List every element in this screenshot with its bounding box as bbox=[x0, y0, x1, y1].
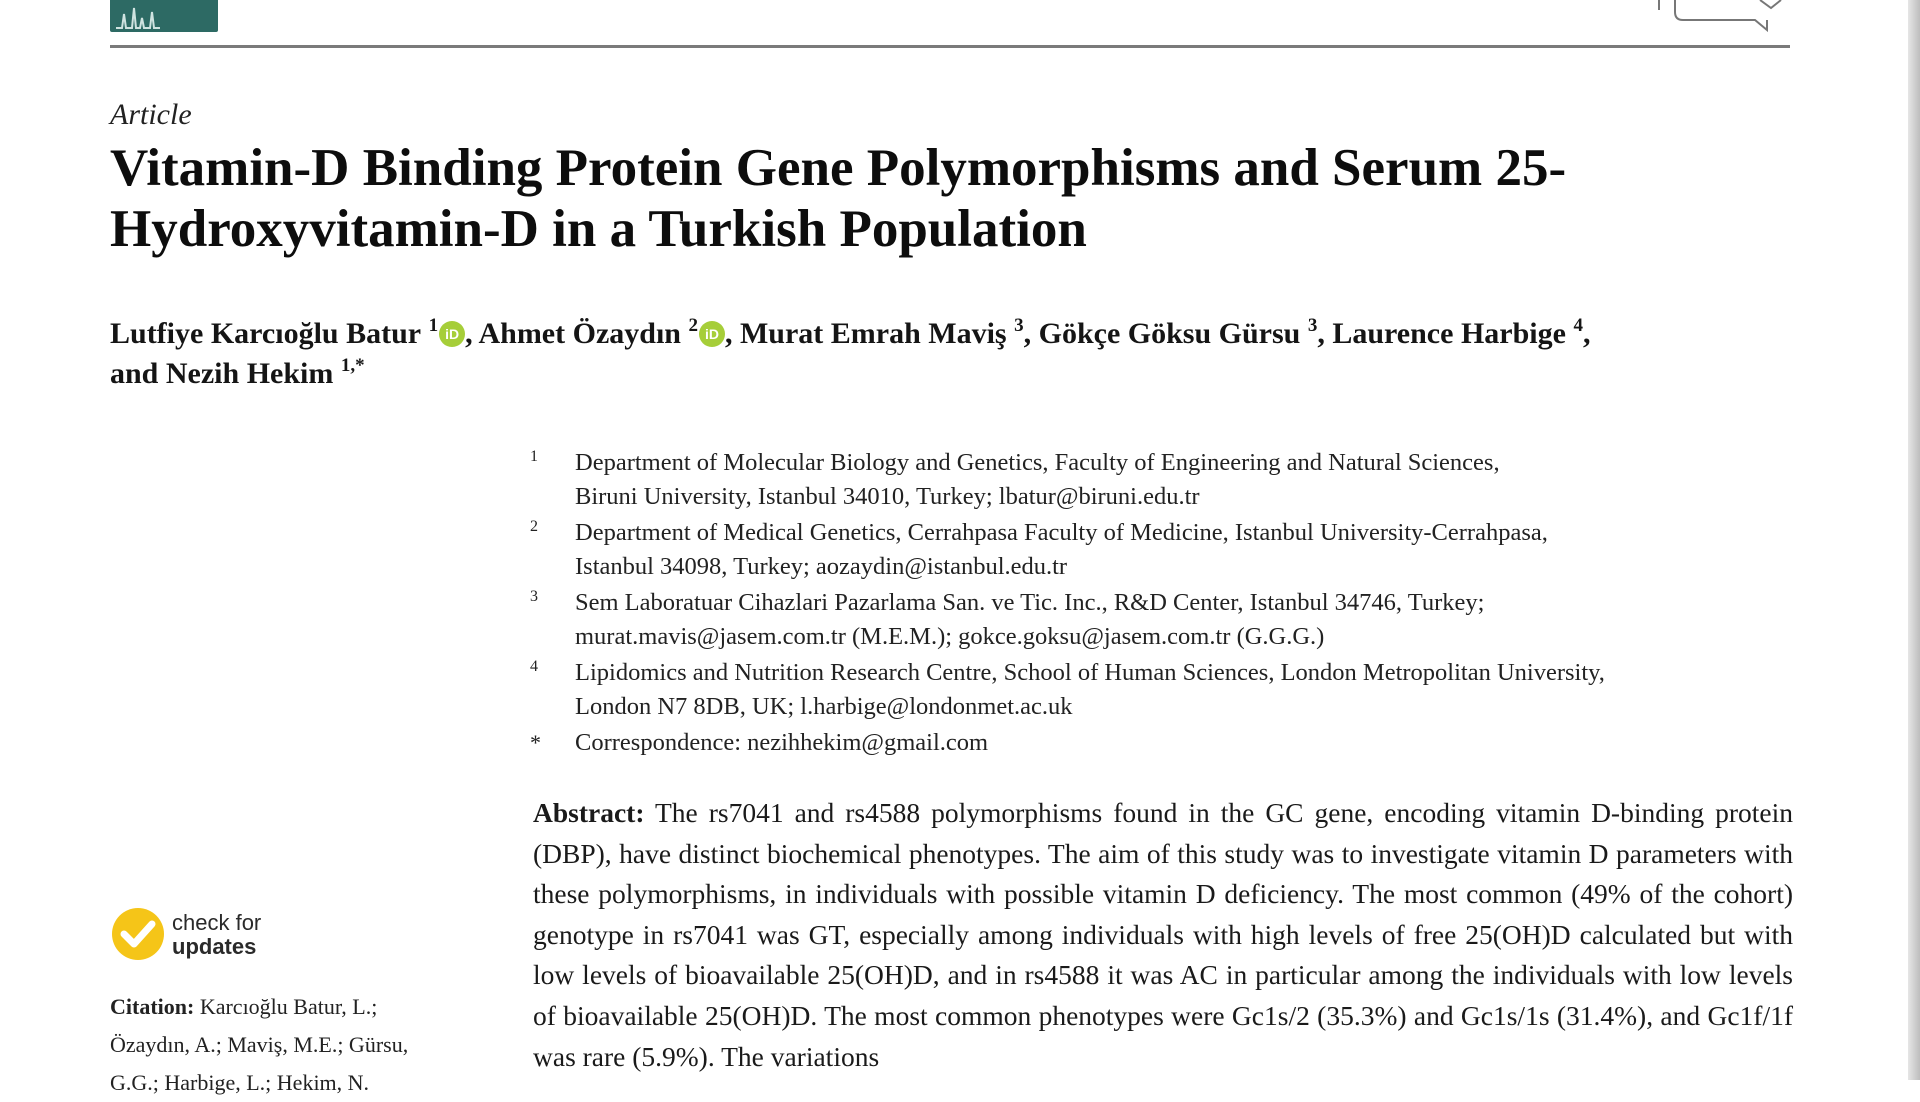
citation-line-3: G.G.; Harbige, L.; Hekim, N. bbox=[110, 1070, 370, 1095]
orcid-icon[interactable]: iD bbox=[439, 321, 465, 347]
affiliation-line: Lipidomics and Nutrition Research Centre, School of Human Sciences, London Metropolitan University, bbox=[575, 659, 1605, 686]
author-separator: , bbox=[724, 317, 740, 350]
author-conjunction: and bbox=[110, 357, 166, 390]
affiliation-line: Biruni University, Istanbul 34010, Turkey; lbatur@biruni.edu.tr bbox=[575, 483, 1200, 510]
citation-line-1: Karcıoğlu Batur, L.; bbox=[199, 994, 378, 1019]
affiliation-mark: 1 bbox=[530, 448, 538, 465]
check-for-updates-icon bbox=[110, 906, 166, 962]
author-list bbox=[110, 314, 1830, 394]
paper-title: Vitamin-D Binding Protein Gene Polymorphisms and Serum 25-Hydroxyvitamin-D in a Turkish Population bbox=[110, 139, 1567, 258]
affiliation-item bbox=[530, 656, 1820, 724]
author-name: Murat Emrah Maviş bbox=[739, 317, 1007, 350]
abstract-text: The rs7041 and rs4588 polymorphisms found in the GC gene, encoding vitamin D-binding protein (DBP), have distinct biochemical phenotypes. The aim of this study was to investigate vitamin D parameters with these polymorphisms, in individuals with possible vitamin D deficiency. The most common (49% of the cohort) genotype in rs7041 was GT, especially among individuals with high levels of free 25(OH)D calculated but with low levels of bioavailable 25(OH)D, and in rs4588 it was AC in particular among the individuals with low levels of bioavailable 25(OH)D. The most common phenotypes were Gc1s/2 (35.3%) and Gc1s/1s (31.4%), and Gc1f/1f was rare (5.9%). The variations bbox=[533, 797, 1793, 1072]
affiliation-line: Department of Molecular Biology and Genetics, Faculty of Engineering and Natural Sciences, bbox=[575, 449, 1500, 476]
affiliation-line: Department of Medical Genetics, Cerrahpasa Faculty of Medicine, Istanbul University-Cerrahpasa, bbox=[575, 519, 1548, 546]
citation bbox=[110, 988, 470, 1102]
citation-line-2: Özaydın, A.; Maviş, M.E.; Gürsu, bbox=[110, 1032, 409, 1057]
author-name: Gökçe Göksu Gürsu bbox=[1038, 317, 1301, 350]
author-name: Lutfiye Karcıoğlu Batur bbox=[110, 317, 422, 350]
author-affiliation-mark: 3 bbox=[1307, 315, 1318, 336]
affiliation-line: Sem Laboratuar Cihazlari Pazarlama San. ve Tic. Inc., R&D Center, Istanbul 34746, Turkey; bbox=[575, 589, 1485, 616]
affiliation-mark: 3 bbox=[530, 588, 538, 605]
affiliation-item bbox=[530, 446, 1820, 514]
abstract bbox=[533, 793, 1793, 1077]
page-edge-shadow bbox=[1908, 0, 1920, 1080]
affiliation-line: Istanbul 34098, Turkey; aozaydin@istanbul.edu.tr bbox=[575, 553, 1068, 580]
author-name: Laurence Harbige bbox=[1332, 317, 1566, 350]
author-affiliation-mark: 4 bbox=[1573, 315, 1583, 336]
affiliation-item bbox=[530, 726, 1820, 760]
affiliation-item bbox=[530, 516, 1820, 584]
citation-label: Citation: bbox=[110, 994, 195, 1019]
affiliation-line: murat.mavis@jasem.com.tr (M.E.M.); gokce.goksu@jasem.com.tr (G.G.G.) bbox=[575, 623, 1325, 650]
check-for-updates-line2: updates bbox=[172, 934, 257, 959]
affiliation-mark: 2 bbox=[530, 518, 538, 535]
header-rule bbox=[110, 45, 1790, 48]
check-for-updates-line1: check for bbox=[172, 910, 262, 935]
journal-logo bbox=[110, 0, 218, 32]
author-affiliation-mark: 3 bbox=[1014, 315, 1024, 336]
author-affiliation-mark: 1 bbox=[428, 315, 439, 336]
author-separator: , bbox=[465, 317, 479, 350]
publisher-logo bbox=[1655, 0, 1790, 32]
check-for-updates-badge[interactable] bbox=[110, 906, 310, 964]
author-separator: , bbox=[1023, 317, 1039, 350]
check-for-updates-text bbox=[172, 911, 261, 959]
publisher-logo-icon bbox=[1655, 0, 1790, 32]
article-type: Article bbox=[110, 98, 192, 131]
author-name: Nezih Hekim bbox=[165, 357, 334, 390]
affiliation-mark: 4 bbox=[530, 658, 538, 675]
author-separator: , bbox=[1317, 317, 1333, 350]
affiliations bbox=[530, 446, 1820, 762]
author-affiliation-mark: 1,* bbox=[340, 355, 365, 376]
spectrum-logo-icon bbox=[110, 0, 218, 32]
abstract-label: Abstract: bbox=[533, 797, 645, 828]
affiliation-line: Correspondence: nezihhekim@gmail.com bbox=[575, 729, 989, 756]
affiliation-line: London N7 8DB, UK; l.harbige@londonmet.ac.uk bbox=[575, 693, 1073, 720]
author-separator: , bbox=[1582, 317, 1591, 350]
affiliation-item bbox=[530, 586, 1820, 654]
author-name: Ahmet Özaydın bbox=[478, 317, 681, 350]
affiliation-mark: * bbox=[530, 730, 541, 755]
orcid-icon[interactable]: iD bbox=[699, 321, 725, 347]
author-affiliation-mark: 2 bbox=[688, 315, 698, 336]
